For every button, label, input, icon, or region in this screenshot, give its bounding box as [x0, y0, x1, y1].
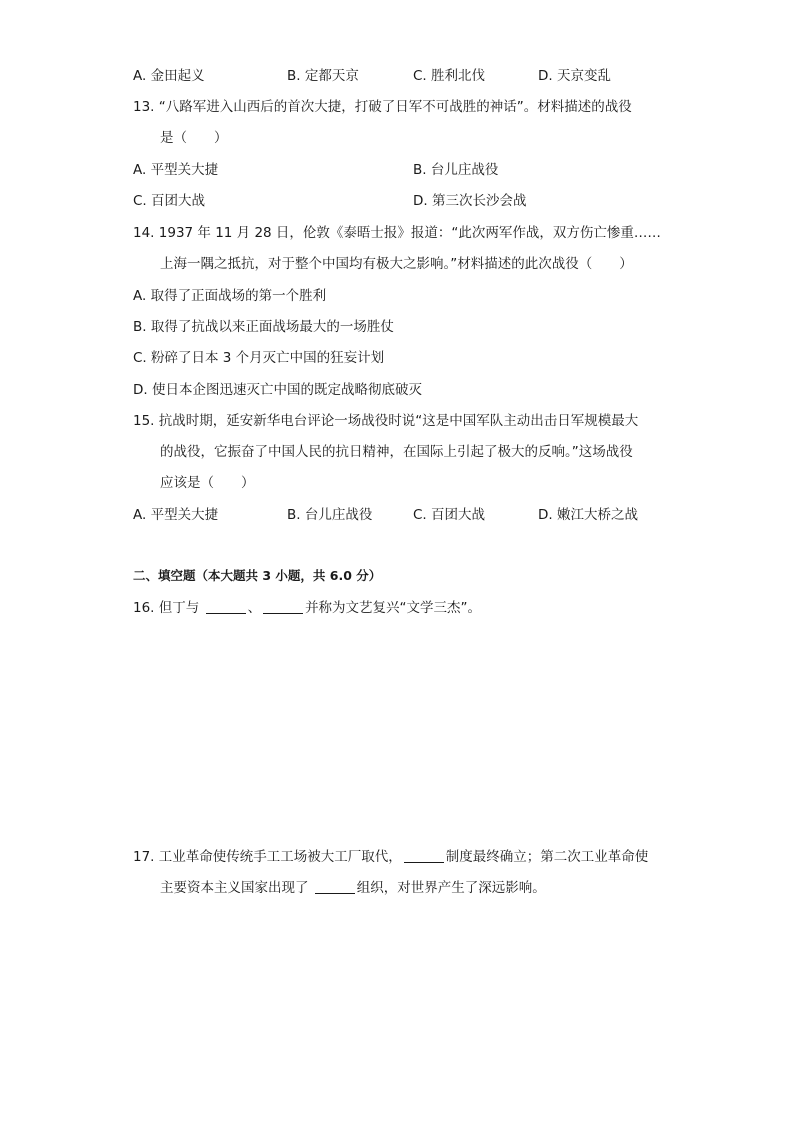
- q15-option-a: A. 平型关大捷: [133, 507, 219, 523]
- q12-option-c: C. 胜利北伐: [413, 68, 486, 84]
- q17-blank-2[interactable]: [315, 879, 355, 894]
- q15-stem-line3: 应该是（ ）: [160, 475, 255, 491]
- q14-option-d: D. 使日本企图迅速灭亡中国的既定战略彻底破灭: [133, 382, 422, 398]
- q17-stem-line1: [133, 848, 648, 866]
- q13-option-c: C. 百团大战: [133, 193, 206, 209]
- q13-option-a: A. 平型关大捷: [133, 162, 219, 178]
- q16-suffix: 并称为文艺复兴“文学三杰”。: [305, 600, 482, 616]
- q14-option-a: A. 取得了正面战场的第一个胜利: [133, 288, 327, 304]
- q15-stem-line1: 15. 抗战时期，延安新华电台评论一场战役时说“这是中国军队主动出击日军规模最大: [133, 413, 639, 429]
- q15-option-d: D. 嫩江大桥之战: [538, 507, 638, 523]
- q12-option-a: A. 金田起义: [133, 68, 205, 84]
- q17-stem-line2: [160, 879, 546, 897]
- q14-stem-line1: 14. 1937 年 11 月 28 日，伦敦《泰晤士报》报道：“此次两军作战，双方伤亡惨重……: [133, 225, 661, 241]
- q13-stem-line2: 是（ ）: [160, 130, 228, 146]
- q17-blank-1[interactable]: [404, 848, 444, 863]
- q12-option-d: D. 天京变乱: [538, 68, 611, 84]
- q13-stem-line1: 13. “八路军进入山西后的首次大捷，打破了日军不可战胜的神话”。材料描述的战役: [133, 99, 632, 115]
- q17-line1-suffix: 制度最终确立；第二次工业革命使: [445, 849, 649, 865]
- q14-option-b: B. 取得了抗战以来正面战场最大的一场胜仗: [133, 319, 394, 335]
- q15-option-b: B. 台儿庄战役: [287, 507, 373, 523]
- q14-stem-line2: 上海一隅之抵抗，对于整个中国均有极大之影响。”材料描述的此次战役（ ）: [160, 256, 633, 272]
- q15-stem-line2: 的战役，它振奋了中国人民的抗日精神，在国际上引起了极大的反响。”这场战役: [160, 444, 633, 460]
- q16-blank-1[interactable]: [206, 599, 246, 614]
- q12-option-b: B. 定都天京: [287, 68, 359, 84]
- q15-option-c: C. 百团大战: [413, 507, 486, 523]
- q13-option-d: D. 第三次长沙会战: [413, 193, 527, 209]
- q17-line2-suffix: 组织，对世界产生了深远影响。: [356, 880, 546, 896]
- q17-line2-prefix: 主要资本主义国家出现了: [160, 880, 313, 896]
- q17-line1-prefix: 17. 工业革命使传统手工工场被大工厂取代，: [133, 849, 402, 865]
- q16-stem: [133, 599, 481, 617]
- q16-prefix: 16. 但丁与: [133, 600, 204, 616]
- q16-separator: 、: [247, 600, 262, 616]
- q16-blank-2[interactable]: [263, 599, 303, 614]
- q14-option-c: C. 粉碎了日本 3 个月灭亡中国的狂妄计划: [133, 350, 385, 366]
- section-title-fill-in: 二、填空题（本大题共 3 小题，共 6.0 分）: [133, 568, 382, 583]
- q13-option-b: B. 台儿庄战役: [413, 162, 499, 178]
